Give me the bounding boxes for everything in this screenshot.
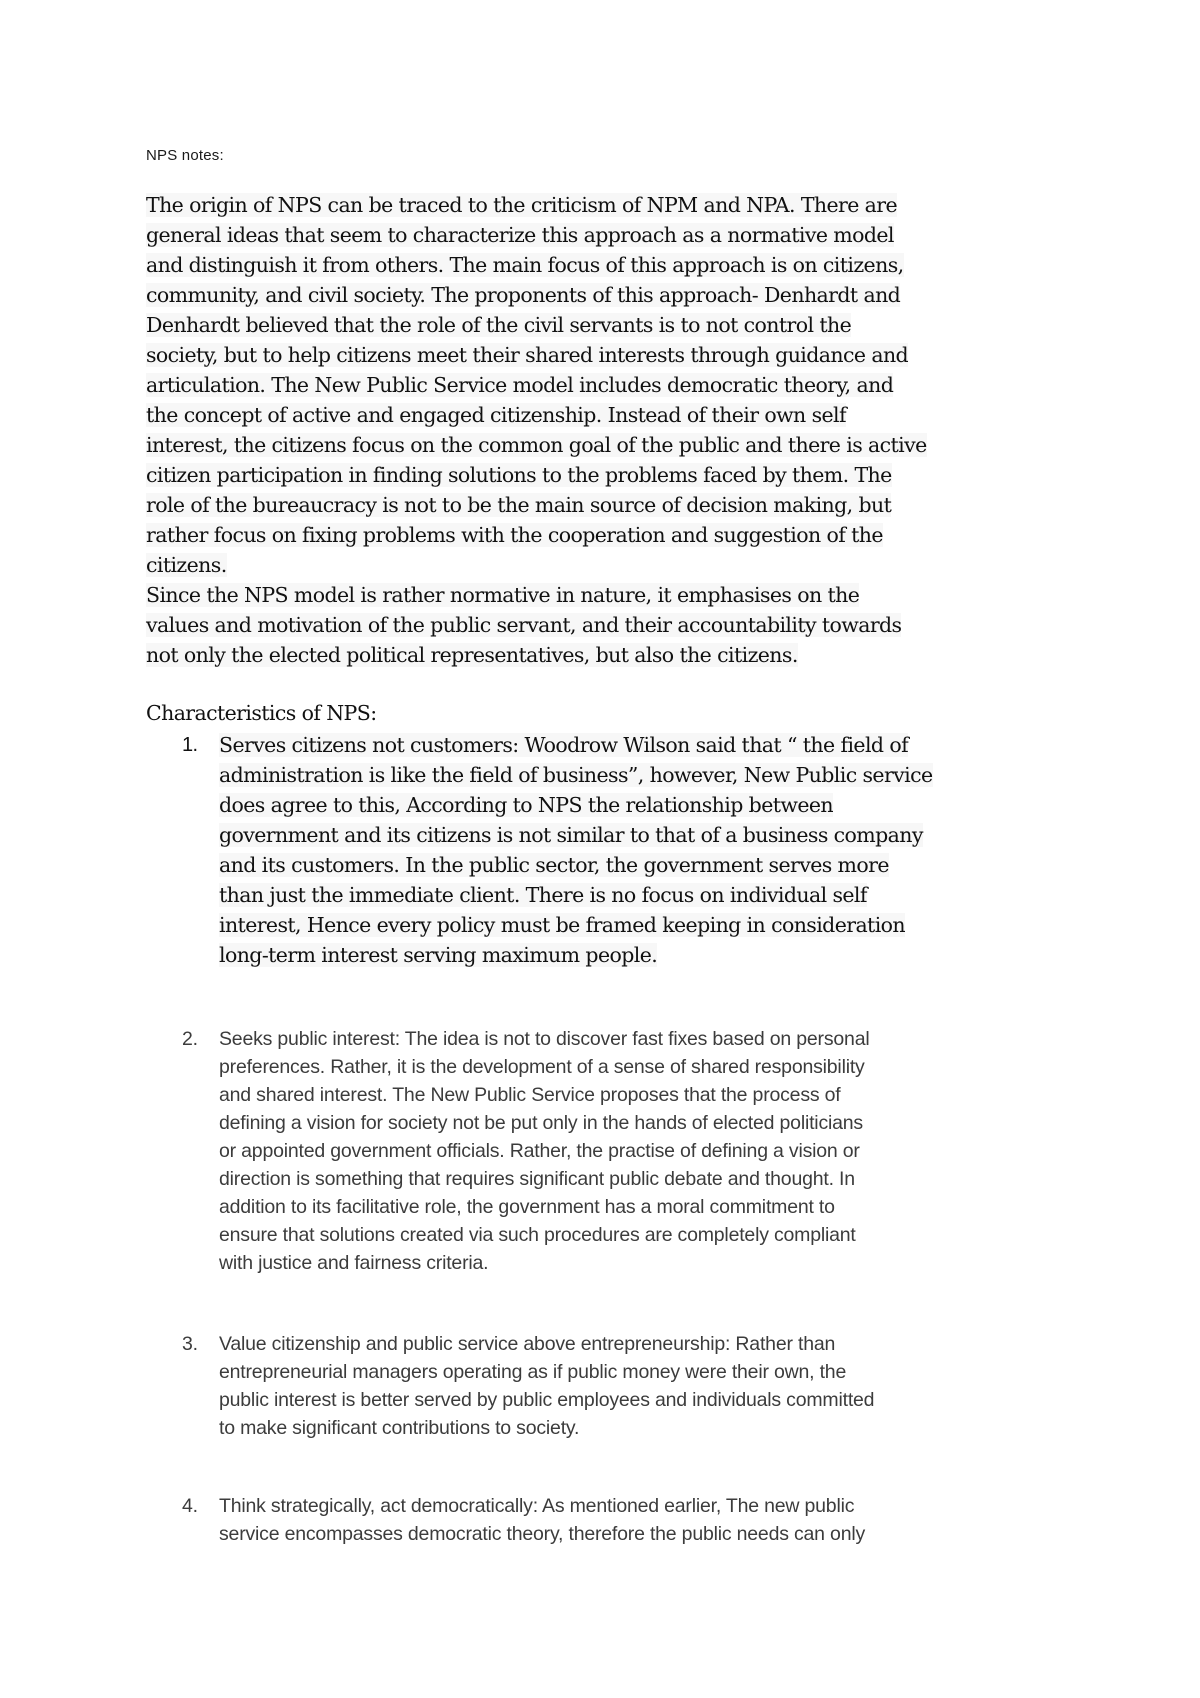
list-item-body: Serves citizens not customers: Woodrow Wilson said that “ the field of administration is like the field of business”, however, New Public service does agree to this, According to NPS the relationship between government and its citizens is not similar to that of a business company and its customers. In the public sector, the government serves more than just the immediate client. There is no focus on individual self interest, Hence every policy must be framed keeping in consideration long-term interest serving maximum people. — [219, 733, 933, 967]
paragraph-line: The origin of NPS can be traced to the criticism of NPM and NPA. There are — [146, 193, 898, 217]
paragraph-line: Denhardt believed that the role of the civil servants is to not control the — [146, 313, 852, 337]
list-number: 1. — [182, 734, 198, 756]
paragraph-line: interest, the citizens focus on the common goal of the public and there is active — [146, 433, 927, 457]
notes-header: NPS notes: — [146, 147, 224, 164]
list-item-body: Think strategically, act democratically: As mentioned earlier, The new public service encompasses democratic theory, therefore the public needs can only — [219, 1495, 866, 1545]
paragraph-line: the concept of active and engaged citizenship. Instead of their own self — [146, 403, 846, 427]
list-item-body: Value citizenship and public service above entrepreneurship: Rather than entrepreneurial managers operating as if public money were their own, the public interest is better served by public employees and individuals committed to make significant contributions to society. — [219, 1333, 875, 1439]
paragraph-line: and distinguish it from others. The main focus of this approach is on citizens, — [146, 253, 904, 277]
paragraph-line: Since the NPS model is rather normative in nature, it emphasises on the — [146, 583, 860, 607]
paragraph-line: articulation. The New Public Service model includes democratic theory, and — [146, 373, 894, 397]
list-number: 4. — [182, 1495, 198, 1517]
paragraph-line: community, and civil society. The proponents of this approach- Denhardt and — [146, 283, 901, 307]
paragraph-line: values and motivation of the public servant, and their accountability towards — [146, 613, 902, 637]
list-number: 2. — [182, 1028, 198, 1050]
paragraph-line: role of the bureaucracy is not to be the main source of decision making, but — [146, 493, 892, 517]
section-title: Characteristics of NPS: — [146, 701, 377, 725]
paragraph-line: general ideas that seem to characterize this approach as a normative model — [146, 223, 894, 247]
paragraph-line: citizen participation in finding solutions to the problems faced by them. The — [146, 463, 892, 487]
paragraph-line: not only the elected political representatives, but also the citizens. — [146, 643, 798, 667]
paragraph-line: citizens. — [146, 553, 227, 577]
paragraph-line: society, but to help citizens meet their shared interests through guidance and — [146, 343, 909, 367]
paragraph-line: rather focus on fixing problems with the cooperation and suggestion of the — [146, 523, 883, 547]
list-number: 3. — [182, 1333, 198, 1355]
intro-paragraph — [146, 190, 1076, 670]
list-item-body: Seeks public interest: The idea is not to discover fast fixes based on personal preferences. Rather, it is the development of a sense of shared responsibility and shared interest. The New Public Service proposes that the process of defining a vision for society not be put only in the hands of elected politicians or appointed government officials. Rather, the practise of defining a vision or direction is something that requires significant public debate and thought. In addition to its facilitative role, the government has a moral commitment to ensure that solutions created via such procedures are completely compliant with justice and fairness criteria. — [219, 1028, 870, 1274]
